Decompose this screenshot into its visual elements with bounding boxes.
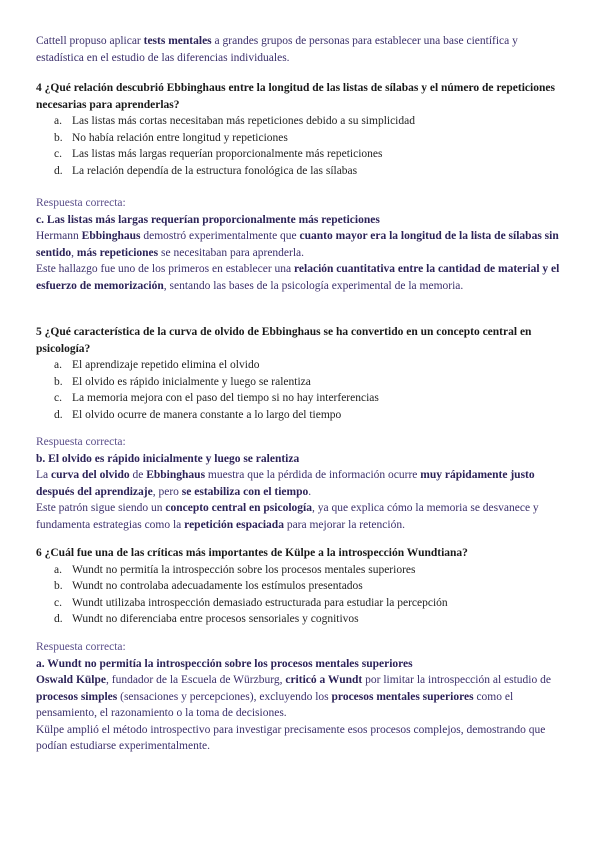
intro-text: Cattell propuso aplicar: [36, 35, 144, 47]
question-title: 5 ¿Qué característica de la curva de olvido de Ebbinghaus se ha convertido en un concepto central en psicología?: [36, 326, 532, 355]
explanation-paragraph: Este hallazgo fue uno de los primeros en establecer una relación cuantitativa entre la cantidad de material y el esfuerzo de memorización, sentando las bases de la psicología experimental de la memoria.: [36, 263, 560, 292]
correct-answer: b. El olvido es rápido inicialmente y luego se ralentiza: [36, 452, 300, 465]
question-4: [36, 80, 566, 179]
option-d: d. El olvido ocurre de manera constante a lo largo del tiempo: [54, 408, 342, 421]
explanation-paragraph: Külpe amplió el método introspectivo para investigar precisamente esos procesos complejos, demostrando que podían estudiarse experimentalmente.: [36, 723, 546, 752]
answer-label: Respuesta correcta:: [36, 436, 126, 448]
correct-answer: a. Wundt no permitía la introspección sobre los procesos mentales superiores: [36, 657, 413, 670]
option-d: d. Wundt no diferenciaba entre procesos sensoriales y cognitivos: [54, 613, 359, 625]
explanation-paragraph: Este patrón sigue siendo un concepto central en psicología, ya que explica cómo la memoria se desvanece y fundamenta estrategias como la repetición espaciada para mejorar la retención.: [36, 502, 539, 531]
option-a: a. El aprendizaje repetido elimina el olvido: [54, 359, 260, 371]
option-b: b. No había relación entre longitud y repeticiones: [54, 131, 288, 144]
option-a: a. Wundt no permitía la introspección sobre los procesos mentales superiores: [54, 563, 416, 576]
option-c: c. La memoria mejora con el paso del tiempo si no hay interferencias: [54, 392, 379, 404]
intro-paragraph: [36, 33, 566, 66]
intro-text: a grandes grupos de personas para establecer una base científica y estadística en el estudio de las diferencias individuales.: [36, 35, 518, 64]
answer-label: Respuesta correcta:: [36, 197, 126, 209]
correct-answer: c. Las listas más largas requerían proporcionalmente más repeticiones: [36, 213, 380, 226]
option-b: b. El olvido es rápido inicialmente y luego se ralentiza: [54, 375, 311, 388]
options-list: [36, 562, 566, 628]
answer-4: [36, 195, 566, 294]
question-title: 6 ¿Cuál fue una de las críticas más importantes de Külpe a la introspección Wundtiana?: [36, 547, 468, 559]
option-a: a. Las listas más cortas necesitaban más repeticiones debido a su simplicidad: [54, 115, 415, 127]
intro-bold: tests mentales: [143, 35, 212, 47]
options-list: [36, 357, 566, 423]
answer-5: [36, 434, 566, 533]
answer-label: Respuesta correcta:: [36, 641, 126, 653]
explanation-paragraph: Hermann Ebbinghaus demostró experimentalmente que cuanto mayor era la longitud de la lista de sílabas sin sentido, más repeticiones se necesitaban para aprenderla.: [36, 230, 559, 259]
question-6: [36, 545, 566, 628]
answer-6: [36, 639, 566, 755]
question-5: [36, 324, 566, 423]
option-c: c. Wundt utilizaba introspección demasiado estructurada para estudiar la percepción: [54, 596, 448, 609]
option-b: b. Wundt no controlaba adecuadamente los estímulos presentados: [54, 580, 363, 592]
question-title: 4 ¿Qué relación descubrió Ebbinghaus entre la longitud de las listas de sílabas y el número de repeticiones necesarias para aprenderlas?: [36, 82, 555, 111]
explanation-paragraph: La curva del olvido de Ebbinghaus muestra que la pérdida de información ocurre muy rápidamente justo después del aprendizaje, pero se estabiliza con el tiempo.: [36, 469, 535, 498]
options-list: [36, 113, 566, 179]
option-d: d. La relación dependía de la estructura fonológica de las sílabas: [54, 164, 358, 177]
explanation-paragraph: Oswald Külpe, fundador de la Escuela de Würzburg, criticó a Wundt por limitar la introspección al estudio de procesos simples (sensaciones y percepciones), excluyendo los procesos mentales superiores como el pensamiento, el razonamiento o la toma de decisiones.: [36, 674, 551, 719]
option-c: c. Las listas más largas requerían proporcionalmente más repeticiones: [54, 148, 383, 160]
